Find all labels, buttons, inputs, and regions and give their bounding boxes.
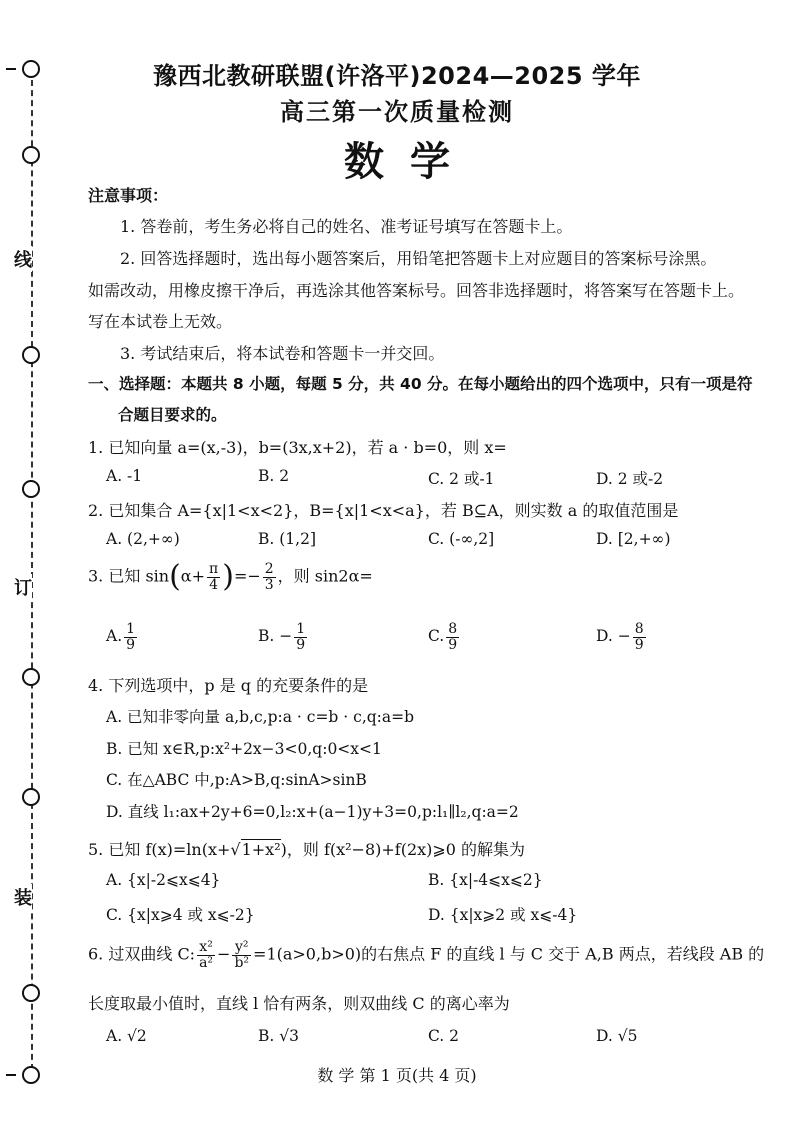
q5-prefix: 5. 已知 f(x)=ln(x+√ xyxy=(88,840,241,859)
q3-pi: π xyxy=(209,561,219,577)
q1-option-a: A. -1 xyxy=(106,467,143,485)
q6-option-a: A. √2 xyxy=(106,1027,147,1045)
question-1-stem: 1. 已知向量 a=(x,-3)，b=(3x,x+2)，若 a · b=0，则 x= xyxy=(88,438,507,457)
question-3-stem xyxy=(88,559,373,595)
margin-char-zhuang: 装 xyxy=(14,884,32,910)
q3-option-c xyxy=(428,622,461,652)
q6-option-b: B. √3 xyxy=(258,1027,299,1045)
q6-x-frac xyxy=(197,940,215,970)
q6-y2: y² xyxy=(232,940,251,956)
q6-option-d: D. √5 xyxy=(596,1027,638,1045)
q1-option-b: B. 2 xyxy=(258,467,290,485)
subject-title: 数学 xyxy=(344,139,476,185)
margin-char-ding: 订 xyxy=(14,574,32,600)
q5-option-c: C. {x|x⩾4 或 x⩽-2} xyxy=(106,906,255,924)
q3-c-den: 9 xyxy=(448,636,458,653)
q2-option-c: C. (-∞,2] xyxy=(428,530,495,548)
q3-three: 3 xyxy=(264,576,274,593)
q3-equals: =− xyxy=(233,566,261,586)
exam-title: 豫西北教研联盟(许洛平)2024—2025 学年 xyxy=(153,62,641,90)
q3-option-b xyxy=(258,622,309,652)
q2-option-b: B. (1,2] xyxy=(258,530,316,548)
q3-a-frac xyxy=(124,622,137,652)
q3-b-num: 1 xyxy=(296,621,306,637)
q3-four: 4 xyxy=(209,576,219,593)
notice-heading: 注意事项： xyxy=(88,186,169,205)
q3-d-den: 9 xyxy=(634,636,644,653)
q6-x2: x² xyxy=(197,940,215,956)
q6-b2: b² xyxy=(234,954,250,971)
q3-a-label: A. xyxy=(106,627,123,646)
notice-item-2-cont: 如需改动，用橡皮擦干净后，再选涂其他答案标号。回答非选择题时，将答案写在答题卡上。 xyxy=(88,281,745,300)
q3-option-a xyxy=(106,622,139,652)
binding-hole xyxy=(22,788,40,806)
q3-two: 2 xyxy=(264,561,274,577)
q6-minus: − xyxy=(217,944,231,964)
q6-y-frac xyxy=(232,940,251,970)
question-6-stem xyxy=(88,940,764,970)
binding-hole xyxy=(22,668,40,686)
q4-option-a: A. 已知非零向量 a,b,c,p:a · c=b · c,q:a=b xyxy=(106,708,415,726)
q3-d-num: 8 xyxy=(634,621,644,637)
q6-option-c: C. 2 xyxy=(428,1027,460,1045)
notice-item-2: 2. 回答选择题时，选出每小题答案后，用铅笔把答题卡上对应题目的答案标号涂黑。 xyxy=(120,249,717,268)
margin-char-xian: 线 xyxy=(14,246,32,272)
page-footer: 数 学 第 1 页(共 4 页) xyxy=(317,1066,477,1085)
q3-a-den: 9 xyxy=(126,636,136,653)
q3-c-frac xyxy=(446,622,459,652)
q3-alpha: α+ xyxy=(180,566,206,586)
q3-b-frac xyxy=(294,622,307,652)
q4-option-b: B. 已知 x∈R,p:x²+2x−3<0,q:0<x<1 xyxy=(106,740,382,758)
q1-option-d: D. 2 或-2 xyxy=(596,470,664,488)
q3-two-thirds xyxy=(263,562,276,592)
q3-d-frac xyxy=(633,622,646,652)
q2-option-a: A. (2,+∞) xyxy=(106,530,180,548)
section-heading: 一、选择题：本题共 8 小题，每题 5 分，共 40 分。在每小题给出的四个选项中，只有一项是符 xyxy=(88,375,753,393)
q6-prefix: 6. 过双曲线 C: xyxy=(88,944,196,964)
q3-paren-open: ( xyxy=(169,559,181,595)
q3-prefix: 3. 已知 sin xyxy=(88,566,170,586)
q3-b-den: 9 xyxy=(296,636,306,653)
notice-item-2-end: 写在本试卷上无效。 xyxy=(88,312,233,331)
q5-radicand: 1+x² xyxy=(241,840,281,859)
binding-hole xyxy=(22,480,40,498)
question-2-stem: 2. 已知集合 A={x|1<x<2}，B={x|1<x<a}，若 B⊆A，则实数 a 的取值范围是 xyxy=(88,501,679,520)
q3-d-label: D. − xyxy=(596,627,631,646)
q5-option-b: B. {x|-4⩽x⩽2} xyxy=(428,871,543,889)
q1-option-c: C. 2 或-1 xyxy=(428,470,495,488)
q3-c-label: C. xyxy=(428,627,445,646)
exam-subtitle: 高三第一次质量检测 xyxy=(280,98,514,126)
q3-paren-close: ) xyxy=(222,559,234,595)
q2-option-d: D. [2,+∞) xyxy=(596,530,671,548)
q5-suffix: )，则 f(x²−8)+f(2x)⩾0 的解集为 xyxy=(280,840,526,859)
q6-suffix: =1(a>0,b>0)的右焦点 F 的直线 l 与 C 交于 A,B 两点，若线段 AB 的 xyxy=(253,944,765,964)
q3-option-d xyxy=(596,622,648,652)
question-5-stem xyxy=(88,837,525,860)
q3-a-num: 1 xyxy=(126,621,136,637)
question-6-stem-cont: 长度取最小值时，直线 l 恰有两条，则双曲线 C 的离心率为 xyxy=(88,994,510,1013)
q5-option-a: A. {x|-2⩽x⩽4} xyxy=(106,871,221,889)
q3-c-num: 8 xyxy=(448,621,458,637)
q3-pi-over-4 xyxy=(207,562,220,592)
notice-item-1: 1. 答卷前，考生务必将自己的姓名、准考证号填写在答题卡上。 xyxy=(120,217,573,236)
q3-b-label: B. − xyxy=(258,627,293,646)
q5-option-d: D. {x|x⩾2 或 x⩽-4} xyxy=(428,906,578,924)
q4-option-c: C. 在△ABC 中,p:A>B,q:sinA>sinB xyxy=(106,771,367,789)
q4-option-d: D. 直线 l₁:ax+2y+6=0,l₂:x+(a−1)y+3=0,p:l₁∥l₂,q:a=2 xyxy=(106,803,519,821)
section-heading-cont: 合题目要求的。 xyxy=(118,406,227,424)
binding-hole xyxy=(22,346,40,364)
q6-a2: a² xyxy=(199,954,214,971)
q3-suffix: ，则 sin2α= xyxy=(277,566,373,586)
question-4-stem: 4. 下列选项中，p 是 q 的充要条件的是 xyxy=(88,676,369,695)
binding-hole xyxy=(22,984,40,1002)
notice-item-3: 3. 考试结束后，将本试卷和答题卡一并交回。 xyxy=(120,344,445,363)
